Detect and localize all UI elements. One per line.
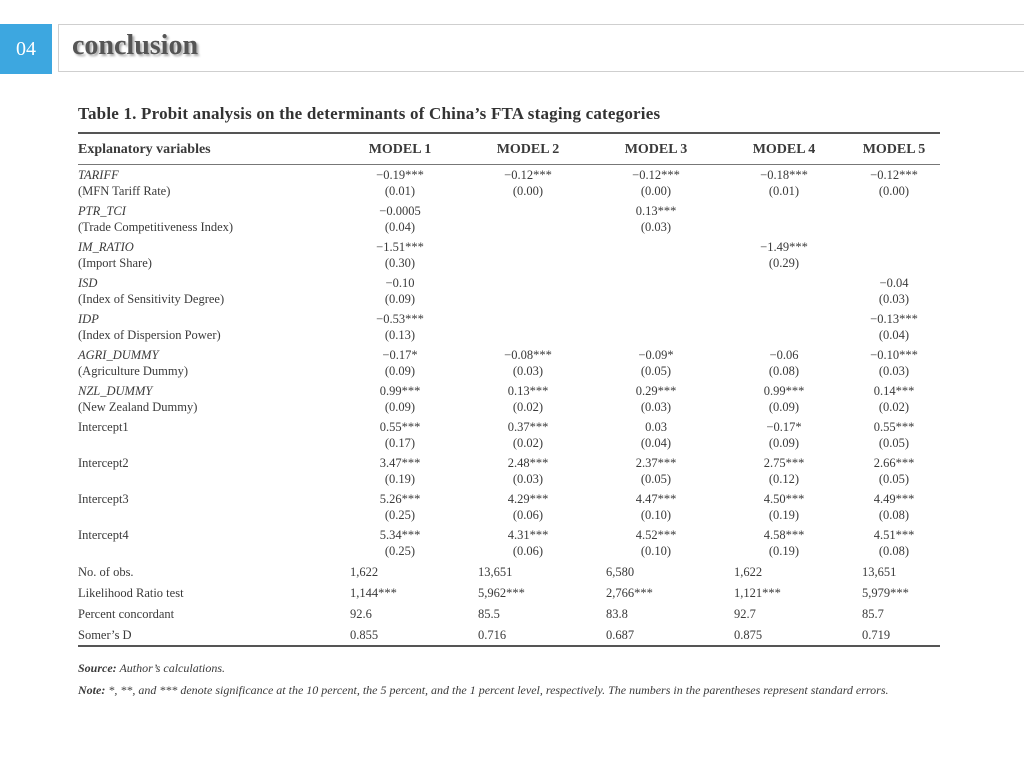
std-error-cell: (0.05) <box>878 472 910 486</box>
std-error-cell: (0.03) <box>640 220 672 234</box>
table-row <box>78 435 940 451</box>
coefficient-cell: 0.37*** <box>507 420 549 434</box>
std-error-cell: (0.03) <box>640 400 672 414</box>
coefficient-cell: 2.37*** <box>635 456 677 470</box>
stat-value: 85.7 <box>862 607 884 621</box>
std-error-cell: (0.08) <box>768 364 800 378</box>
std-error-cell: (0.05) <box>640 472 672 486</box>
table-row <box>78 239 940 255</box>
coefficient-cell: 0.99*** <box>763 384 805 398</box>
significance-note <box>78 679 940 701</box>
variable-description <box>78 543 336 559</box>
std-error-cell <box>464 255 592 271</box>
table-body <box>78 165 940 645</box>
table-row <box>78 471 940 487</box>
stat-value: 0.687 <box>606 628 635 642</box>
variable-description <box>78 471 336 487</box>
std-error-cell: (0.00) <box>878 184 910 198</box>
column-header: MODEL 1 <box>368 142 432 157</box>
std-error-cell <box>464 327 592 343</box>
variable-row-group <box>78 309 940 345</box>
variable-description: (New Zealand Dummy) <box>78 400 198 414</box>
variable-row-group <box>78 201 940 237</box>
std-error-cell: (0.13) <box>384 328 416 342</box>
std-error-cell: (0.04) <box>878 328 910 342</box>
std-error-cell: (0.08) <box>878 508 910 522</box>
variable-name: TARIFF <box>78 168 119 182</box>
variable-name: NZL_DUMMY <box>78 384 153 398</box>
std-error-cell <box>720 327 848 343</box>
variable-name: IDP <box>78 312 99 326</box>
coefficient-cell <box>464 203 592 219</box>
variable-name: Intercept4 <box>78 528 129 542</box>
stat-row <box>78 624 940 645</box>
variable-row-group <box>78 417 940 453</box>
source-text: Author’s calculations. <box>119 661 226 675</box>
coefficient-cell <box>848 203 940 219</box>
variable-row-group <box>78 453 940 489</box>
stat-value: 0.719 <box>862 628 891 642</box>
stat-value: 2,766*** <box>606 586 653 600</box>
std-error-cell: (0.02) <box>878 400 910 414</box>
std-error-cell: (0.03) <box>512 364 544 378</box>
variable-row-group <box>78 489 940 525</box>
table-row <box>78 399 940 415</box>
column-header: Explanatory variables <box>78 142 211 157</box>
variable-description: (Agriculture Dummy) <box>78 364 189 378</box>
coefficient-cell: 4.47*** <box>635 492 677 506</box>
coefficient-cell <box>720 275 848 291</box>
stat-value: 0.716 <box>478 628 507 642</box>
stat-row <box>78 603 940 624</box>
stat-row <box>78 582 940 603</box>
coefficient-cell: 0.13*** <box>635 204 677 218</box>
table-row <box>78 507 940 523</box>
table-row <box>78 347 940 363</box>
coefficient-cell: −1.51*** <box>376 240 424 254</box>
std-error-cell: (0.10) <box>640 544 672 558</box>
std-error-cell: (0.09) <box>384 292 416 306</box>
coefficient-cell: −0.04 <box>879 276 909 290</box>
table-row <box>78 383 940 399</box>
std-error-cell: (0.25) <box>384 544 416 558</box>
stat-value: 13,651 <box>478 565 513 579</box>
column-header: MODEL 3 <box>624 142 688 157</box>
std-error-cell: (0.19) <box>384 472 416 486</box>
std-error-cell: (0.30) <box>384 256 416 270</box>
variable-description: (Trade Competitiveness Index) <box>78 220 234 234</box>
std-error-cell <box>720 291 848 307</box>
std-error-cell: (0.04) <box>640 436 672 450</box>
variable-name: IM_RATIO <box>78 240 134 254</box>
table-row <box>78 255 940 271</box>
table-row <box>78 203 940 219</box>
coefficient-cell: 2.48*** <box>507 456 549 470</box>
coefficient-cell: −0.17* <box>382 348 418 362</box>
coefficient-cell: 0.29*** <box>635 384 677 398</box>
table-caption: Table 1. Probit analysis on the determinants of China’s FTA staging categories <box>78 104 661 123</box>
table-row <box>78 275 940 291</box>
stat-value: 6,580 <box>606 565 635 579</box>
std-error-cell: (0.05) <box>640 364 672 378</box>
stat-value: 1,622 <box>734 565 763 579</box>
table-row <box>78 183 940 199</box>
coefficient-cell: −0.12*** <box>632 168 680 182</box>
stat-value: 1,144*** <box>350 586 397 600</box>
std-error-cell: (0.25) <box>384 508 416 522</box>
stat-value: 85.5 <box>478 607 500 621</box>
coefficient-cell: 0.14*** <box>873 384 915 398</box>
note-label: Note: <box>78 683 106 697</box>
column-header: MODEL 4 <box>752 142 816 157</box>
variable-description <box>78 435 336 451</box>
table-row <box>78 527 940 543</box>
coefficient-cell <box>464 239 592 255</box>
stat-label: No. of obs. <box>78 565 134 579</box>
stat-value: 5,962*** <box>478 586 525 600</box>
coefficient-cell: −0.18*** <box>760 168 808 182</box>
header-bar <box>58 24 1024 72</box>
std-error-cell: (0.03) <box>878 364 910 378</box>
variable-row-group <box>78 165 940 201</box>
std-error-cell: (0.02) <box>512 400 544 414</box>
coefficient-cell: 5.34*** <box>379 528 421 542</box>
coefficient-cell: 3.47*** <box>379 456 421 470</box>
variable-row-group <box>78 237 940 273</box>
coefficient-cell: −1.49*** <box>760 240 808 254</box>
coefficient-cell: −0.10*** <box>870 348 918 362</box>
stat-value: 0.875 <box>734 628 763 642</box>
variable-name: Intercept2 <box>78 456 129 470</box>
std-error-cell: (0.00) <box>640 184 672 198</box>
table-notes <box>78 657 940 701</box>
std-error-cell: (0.10) <box>640 508 672 522</box>
std-error-cell: (0.19) <box>768 508 800 522</box>
coefficient-cell: 0.99*** <box>379 384 421 398</box>
coefficient-cell: 4.52*** <box>635 528 677 542</box>
coefficient-cell: 2.75*** <box>763 456 805 470</box>
std-error-cell <box>848 219 940 235</box>
std-error-cell <box>464 219 592 235</box>
table-row <box>78 455 940 471</box>
std-error-cell <box>720 219 848 235</box>
variable-row-group <box>78 273 940 309</box>
std-error-cell: (0.09) <box>384 400 416 414</box>
table-row <box>78 291 940 307</box>
std-error-cell: (0.08) <box>878 544 910 558</box>
variable-description: (Index of Dispersion Power) <box>78 328 221 342</box>
variable-name: Intercept3 <box>78 492 129 506</box>
coefficient-cell: 2.66*** <box>873 456 915 470</box>
coefficient-cell <box>592 239 720 255</box>
std-error-cell: (0.05) <box>878 436 910 450</box>
std-error-cell: (0.02) <box>512 436 544 450</box>
coefficient-cell: 4.29*** <box>507 492 549 506</box>
std-error-cell <box>592 291 720 307</box>
table-row <box>78 363 940 379</box>
variable-description: (Import Share) <box>78 256 152 270</box>
coefficient-cell <box>720 311 848 327</box>
stat-label: Percent concordant <box>78 607 175 621</box>
variable-name: Intercept1 <box>78 420 129 434</box>
coefficient-cell: 4.49*** <box>873 492 915 506</box>
variable-name: ISD <box>78 276 98 290</box>
coefficient-cell: 5.26*** <box>379 492 421 506</box>
std-error-cell: (0.17) <box>384 436 416 450</box>
coefficient-cell: 0.55*** <box>379 420 421 434</box>
stat-value: 0.855 <box>350 628 379 642</box>
variable-description: (MFN Tariff Rate) <box>78 184 171 198</box>
coefficient-cell: 4.31*** <box>507 528 549 542</box>
std-error-cell: (0.09) <box>384 364 416 378</box>
table-row <box>78 327 940 343</box>
stat-label: Likelihood Ratio test <box>78 586 184 600</box>
coefficient-cell: −0.09* <box>638 348 674 362</box>
coefficient-cell <box>464 311 592 327</box>
std-error-cell: (0.12) <box>768 472 800 486</box>
stat-value: 92.7 <box>734 607 756 621</box>
column-header: MODEL 5 <box>862 142 926 157</box>
std-error-cell <box>592 327 720 343</box>
slide-number-badge: 04 <box>0 24 52 74</box>
table-bottom-rule <box>78 645 940 647</box>
table-row <box>78 167 940 183</box>
page-title: conclusion <box>72 30 199 61</box>
note-text: *, **, and *** denote significance at the 10 percent, the 5 percent, and the 1 percent level, respectively. The numbers in the parentheses represent standard errors. <box>108 683 889 697</box>
std-error-cell: (0.00) <box>512 184 544 198</box>
std-error-cell <box>592 255 720 271</box>
coefficient-cell <box>464 275 592 291</box>
variable-row-group <box>78 381 940 417</box>
variable-row-group <box>78 345 940 381</box>
table-header-row <box>78 134 940 164</box>
stat-label: Somer’s D <box>78 628 132 642</box>
coefficient-cell: 0.03 <box>645 420 667 434</box>
coefficient-cell: −0.13*** <box>870 312 918 326</box>
coefficient-cell <box>720 203 848 219</box>
std-error-cell: (0.06) <box>512 544 544 558</box>
std-error-cell: (0.09) <box>768 400 800 414</box>
coefficient-cell: −0.17* <box>766 420 802 434</box>
table-row <box>78 491 940 507</box>
coefficient-cell: −0.53*** <box>376 312 424 326</box>
coefficient-cell: 0.55*** <box>873 420 915 434</box>
stat-value: 1,622 <box>350 565 379 579</box>
coefficient-cell: −0.08*** <box>504 348 552 362</box>
variable-description <box>78 507 336 523</box>
coefficient-cell: −0.0005 <box>379 204 421 218</box>
std-error-cell: (0.09) <box>768 436 800 450</box>
variable-name: PTR_TCI <box>78 204 126 218</box>
std-error-cell: (0.04) <box>384 220 416 234</box>
stat-value: 1,121*** <box>734 586 781 600</box>
source-label: Source: <box>78 661 117 675</box>
coefficient-cell <box>592 275 720 291</box>
stat-value: 83.8 <box>606 607 628 621</box>
std-error-cell: (0.03) <box>512 472 544 486</box>
coefficient-cell: −0.10 <box>385 276 415 290</box>
coefficient-cell: −0.06 <box>769 348 799 362</box>
stat-value: 92.6 <box>350 607 372 621</box>
coefficient-cell: 4.50*** <box>763 492 805 506</box>
std-error-cell: (0.03) <box>878 292 910 306</box>
coefficient-cell: 4.51*** <box>873 528 915 542</box>
table-row <box>78 311 940 327</box>
std-error-cell <box>848 255 940 271</box>
table-row <box>78 419 940 435</box>
source-note <box>78 657 940 679</box>
variable-row-group <box>78 525 940 561</box>
std-error-cell: (0.01) <box>384 184 416 198</box>
table-document <box>78 104 940 701</box>
table-row <box>78 543 940 559</box>
variable-description: (Index of Sensitivity Degree) <box>78 292 225 306</box>
coefficient-cell: −0.12*** <box>870 168 918 182</box>
std-error-cell: (0.06) <box>512 508 544 522</box>
table-row <box>78 219 940 235</box>
coefficient-cell: −0.19*** <box>376 168 424 182</box>
column-header: MODEL 2 <box>496 142 560 157</box>
coefficient-cell: 0.13*** <box>507 384 549 398</box>
coefficient-cell <box>848 239 940 255</box>
stat-value: 13,651 <box>862 565 897 579</box>
stat-row <box>78 561 940 582</box>
std-error-cell: (0.01) <box>768 184 800 198</box>
variable-name: AGRI_DUMMY <box>78 348 159 362</box>
coefficient-cell <box>592 311 720 327</box>
std-error-cell <box>464 291 592 307</box>
coefficient-cell: −0.12*** <box>504 168 552 182</box>
std-error-cell: (0.19) <box>768 544 800 558</box>
stat-value: 5,979*** <box>862 586 909 600</box>
coefficient-cell: 4.58*** <box>763 528 805 542</box>
std-error-cell: (0.29) <box>768 256 800 270</box>
